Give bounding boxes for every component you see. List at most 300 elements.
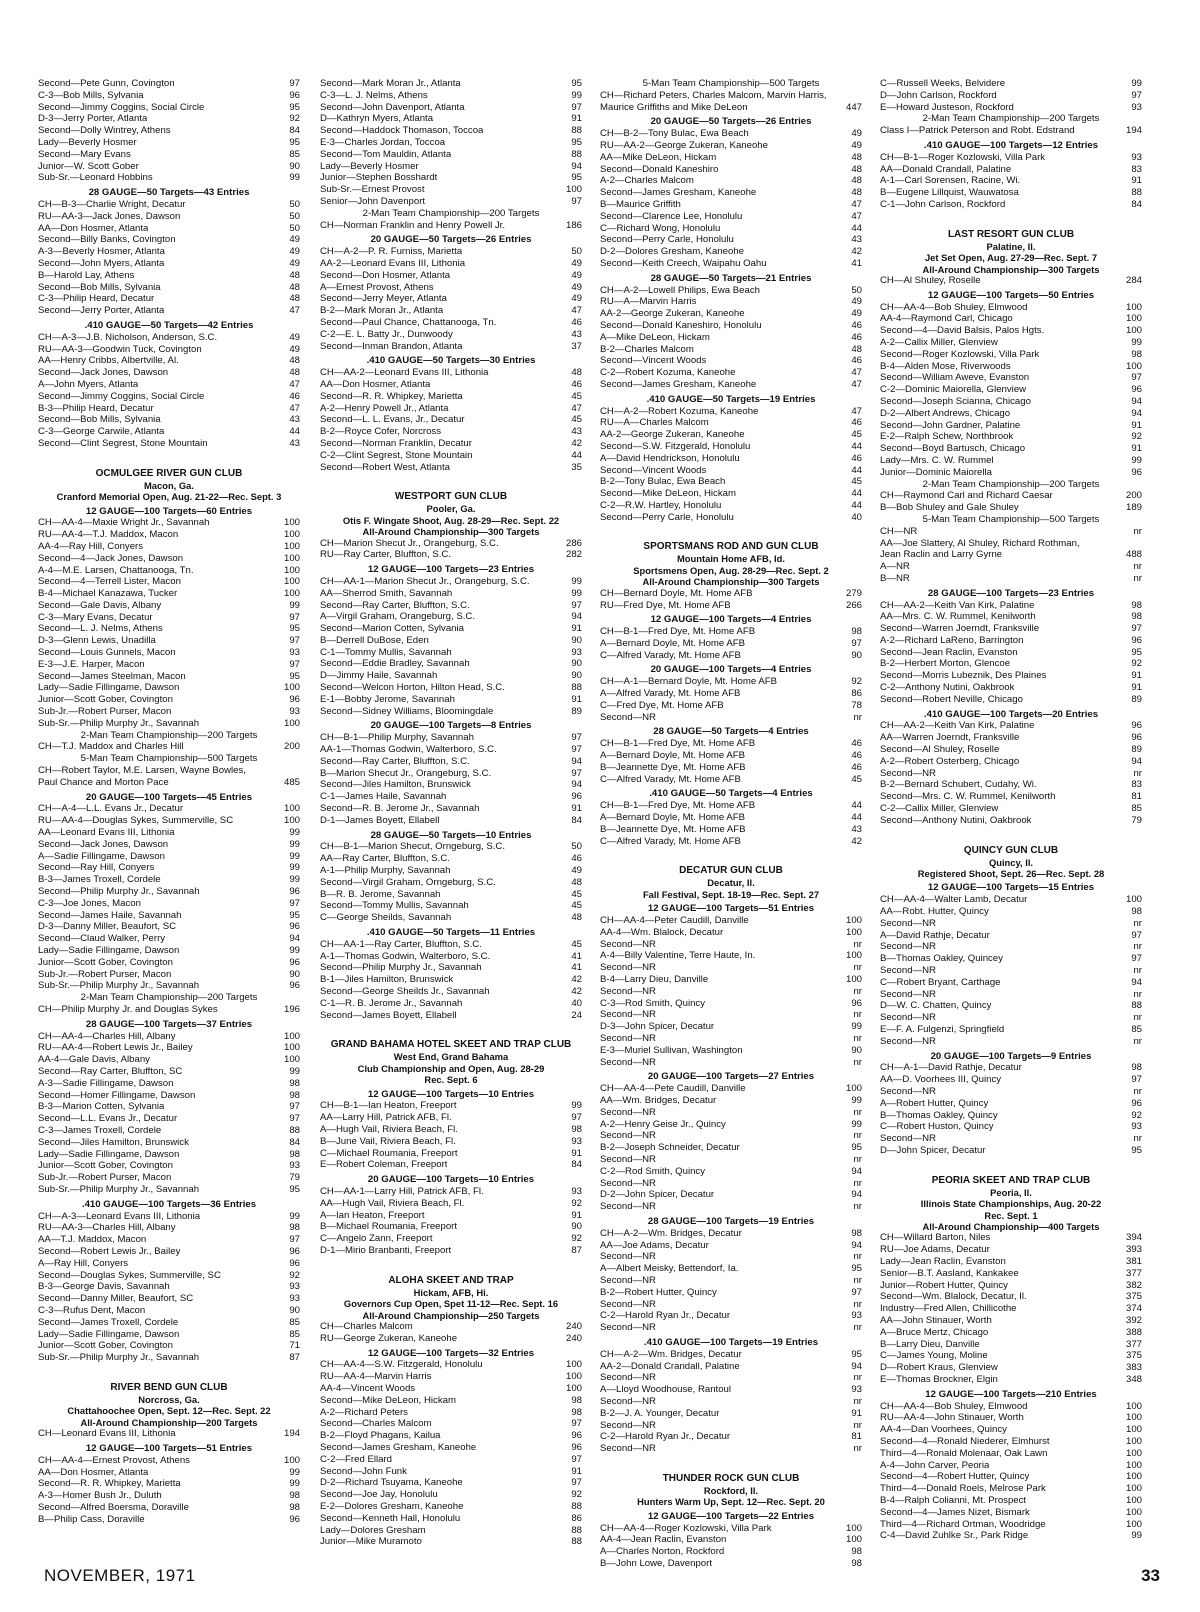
result-entry [38,980,300,992]
score: 96 [289,694,300,706]
score: 279 [845,587,862,599]
result-entry [320,1112,582,1124]
result-entry [320,90,582,102]
score: 45 [571,900,582,912]
shooter-name: Second—Jack Jones, Dawson [38,838,169,850]
shooter-name: A-3—Beverly Hosmer, Atlanta [38,246,165,258]
event-heading: 28 GAUGE—100 Targets—37 Entries [85,1018,253,1030]
event-info: All-Around Championship—400 Targets [922,1221,1100,1232]
result-entry [38,718,300,730]
shooter-name: CH—Richard Peters, Charles Malcom, Marvin Harris, [600,89,827,101]
score: 95 [289,670,300,682]
shooter-name: A—Virgil Graham, Orangeburg, S.C. [320,611,475,623]
result-entry [600,1189,862,1201]
result-entry [600,1154,862,1166]
shooter-name: Second—R. R. Whipkey, Marietta [320,390,463,402]
score: 186 [565,219,582,231]
score: 50 [289,198,300,210]
shooter-name: B—Harold Lay, Athens [38,269,135,281]
result-entry [600,187,862,199]
score: 46 [289,390,300,402]
result-entry [320,682,582,694]
result-entry [880,455,1142,467]
result-entry [320,438,582,450]
score: 98 [571,1406,582,1418]
result-entry [38,765,300,777]
score: 44 [851,488,862,500]
score: 94 [851,1360,862,1372]
shooter-name: AA—Larry Hill, Patrick AFB, Fl. [320,1112,452,1124]
shooter-name: A—Bernard Doyle, Mt. Home AFB [600,637,746,649]
score: 99 [1131,336,1142,348]
result-entry [880,573,1142,585]
shooter-name: A—Bruce Mertz, Chicago [880,1326,989,1338]
shooter-name: D-2—John Spicer, Decatur [600,1189,715,1201]
score: 49 [289,343,300,355]
shooter-name: Second—Jiles Hamilton, Brunswick [38,1136,189,1148]
score: 100 [283,529,300,541]
score: nr [1133,767,1142,779]
result-entry [880,152,1142,164]
result-entry [880,744,1142,756]
shooter-name: Second—Jack Jones, Dawson [38,367,169,379]
club-heading: THUNDER ROCK GUN CLUB [662,1472,800,1484]
score: 49 [571,865,582,877]
score: 83 [1131,779,1142,791]
shooter-name: CH—AA-4—Walter Lamb, Decatur [880,894,1028,906]
score: 97 [1131,1074,1142,1086]
result-entry [38,1125,300,1137]
event-info: Macon, Ga. [143,479,194,491]
result-entry [320,865,582,877]
result-entry [38,612,300,624]
shooter-name: AA—Leonard Evans III, Lithonia [38,827,175,839]
shooter-name: RU—George Zukeran, Kaneohe [320,1332,458,1344]
score: 99 [289,1466,300,1478]
shooter-name: C-1—R. B. Jerome Jr., Savannah [320,997,463,1009]
shooter-name: E-3—J.E. Harper, Macon [38,658,145,670]
shooter-name: RU—AA-2—George Zukeran, Kaneohe [600,139,768,151]
shooter-name: AA-2—George Zukeran, Kaneohe [600,308,745,320]
result-entry [38,1502,300,1514]
score: nr [1133,1133,1142,1145]
shooter-name: Third—4—Richard Ortman, Woodridge [880,1518,1046,1530]
result-entry [600,1045,862,1057]
result-entry [38,1246,300,1258]
score: 383 [1125,1362,1142,1374]
score: nr [853,1130,862,1142]
result-entry [880,1121,1142,1133]
result-entry [38,886,300,898]
score: 98 [289,1490,300,1502]
result-entry [320,803,582,815]
shooter-name: CH—Al Shuley, Roselle [880,274,981,286]
shooter-name: Second—Perry Carle, Honolulu [600,511,734,523]
result-entry [600,1349,862,1361]
result-entry [880,1339,1142,1351]
score: 94 [1131,407,1142,419]
shooter-name: Second—NR [600,1130,656,1142]
event-info: Peoria, Il. [990,1186,1032,1198]
shooter-name: Second—Haddock Thomason, Toccoa [320,125,484,137]
score: nr [853,1201,862,1213]
result-entry [880,502,1142,514]
shooter-name: Second—NR [600,1033,656,1045]
result-entry [38,234,300,246]
score: 48 [289,355,300,367]
score: 88 [571,1536,582,1548]
event-heading: 12 GAUGE—100 Targets—51 Entries [85,1442,253,1454]
score: 99 [289,945,300,956]
shooter-name: RU—A—Marvin Harris [600,296,697,308]
score: 40 [851,511,862,523]
shooter-name: CH—B-3—Charlie Wright, Decatur [38,198,186,210]
shooter-name: Second—NR [600,1322,656,1334]
shooter-name: E-2—Ralph Schew, Northbrook [880,431,1014,443]
result-entry [880,1519,1142,1531]
shooter-name: B—June Vail, Riviera Beach, Fl. [320,1135,456,1147]
score: 44 [289,426,300,438]
result-entry [600,512,862,524]
result-entry [38,1066,300,1078]
result-entry [880,361,1142,373]
score: 97 [571,1477,582,1489]
event-heading: 28 GAUGE—100 Targets—19 Entries [647,1215,815,1227]
result-entry [880,1315,1142,1327]
shooter-name: A—Alfred Varady, Mt. Home AFB [600,688,741,700]
shooter-name: Second—Jiles Hamilton, Brunswick [320,779,471,791]
score: 96 [1131,720,1142,732]
result-entry [600,800,862,812]
result-entry [320,779,582,791]
score: 49 [851,139,862,151]
score: 46 [571,316,582,328]
score: 49 [571,257,582,269]
result-entry [320,113,582,125]
event-heading: 12 GAUGE—100 Targets—32 Entries [367,1347,535,1359]
shooter-name: Second—Billy Banks, Covington [38,234,176,246]
shooter-name: AA—Joe Adams, Decatur [600,1239,709,1251]
score: 94 [571,779,582,791]
result-entry [38,293,300,305]
result-entry [600,211,862,223]
score: 48 [289,293,300,305]
shooter-name: B-4—Alden Mose, Riverwoods [880,360,1011,372]
result-entry [880,670,1142,682]
score: 93 [1131,1121,1142,1133]
score: 47 [851,210,862,222]
score: 100 [283,1042,300,1054]
shooter-name: AA—Wm. Bridges, Decatur [600,1095,717,1106]
shooter-name: Second—Alfred Boersma, Doraville [38,1501,189,1513]
result-entry [600,246,862,258]
score: 200 [283,741,300,753]
page-number: 33 [1141,1566,1160,1585]
shooter-name: Second—Douglas Sykes, Summerville, SC [38,1269,221,1281]
result-entry [600,600,862,612]
shooter-name: A—Albert Meisky, Bettendorf, Ia. [600,1263,739,1275]
result-entry [880,431,1142,443]
shooter-name: AA-4—Raymond Carl, Chicago [880,313,1013,325]
shooter-name: Second—NR [880,767,936,779]
result-entry [600,1251,862,1263]
result-entry [38,1160,300,1172]
score: 93 [289,1281,300,1293]
result-entry [320,877,582,889]
shooter-name: E—Thomas Brockner, Elgin [880,1373,998,1385]
result-entry [38,137,300,149]
score: 43 [851,823,862,835]
result-entry [600,1107,862,1119]
result-entry [600,453,862,465]
result-entry [320,939,582,951]
result-entry [880,682,1142,694]
shooter-name: B-3—Marion Cotten, Sylvania [38,1101,165,1113]
result-entry [38,1478,300,1490]
shooter-name: Second—NR [600,1372,656,1384]
score: 43 [289,437,300,449]
result-entry [320,1395,582,1407]
score: 49 [289,257,300,269]
shooter-name: Second—Donald Kaneshiro [600,163,719,175]
shooter-name: Second—Bob Mills, Sylvania [38,281,161,293]
result-entry [880,1000,1142,1012]
shooter-name: AA—Donald Crandall, Palatine [880,163,1012,175]
result-entry [320,329,582,341]
shooter-name: Second—NR [600,1201,656,1213]
result-entry [38,305,300,317]
result-entry [320,125,582,137]
result-entry [320,270,582,282]
score: 46 [851,417,862,429]
result-entry [600,676,862,688]
team-event-heading: 2-Man Team Championship—200 Targets [362,207,540,219]
result-entry [600,1095,862,1107]
result-entry [38,438,300,450]
result-entry [880,791,1142,803]
result-entry [880,90,1142,102]
score: 100 [565,1382,582,1394]
score: 100 [1125,1471,1142,1483]
shooter-name: Lady—Dolores Gresham [320,1524,426,1536]
score: 99 [289,850,300,862]
issue-date: NOVEMBER, 1971 [44,1566,196,1585]
score: nr [1133,917,1142,929]
result-entry [880,918,1142,930]
shooter-name: Lady—Mrs. C. W. Rummel [880,454,994,466]
shooter-name: A—Sadie Fillingame, Dawson [38,850,165,862]
shooter-name: E-3—Muriel Sullivan, Washington [600,1044,743,1056]
shooter-name: Second—NR [600,711,656,723]
score: 90 [289,1304,300,1316]
result-entry [38,161,300,173]
shooter-name: Second—Philip Murphy Jr., Savannah [320,962,482,974]
event-heading: 20 GAUGE—100 Targets—45 Entries [85,791,253,803]
result-entry [38,706,300,718]
result-entry [38,1078,300,1090]
shooter-name: Second—Perry Carle, Honolulu [600,234,734,246]
result-entry [600,626,862,638]
shooter-name: AA-2—George Zukeran, Kaneohe [600,429,745,441]
result-entry [600,1263,862,1275]
score: 91 [1131,443,1142,455]
score: 100 [1125,301,1142,313]
score: 50 [289,210,300,222]
result-entry [880,1460,1142,1472]
shooter-name: AA-4—Ray Hill, Conyers [38,540,144,552]
score: nr [853,1322,862,1334]
shooter-name: D-2—Dolores Gresham, Kaneohe [600,246,744,258]
shooter-name: B—John Lowe, Davenport [600,1557,712,1569]
result-entry [320,1186,582,1198]
event-heading: 12 GAUGE—100 Targets—10 Entries [367,1088,535,1100]
shooter-name: Second—NR [600,1298,656,1310]
shooter-name: Sub-Sr.—Philip Murphy Jr., Savannah [38,1183,200,1195]
club-heading: PEORIA SKEET AND TRAP CLUB [931,1174,1091,1186]
result-entry [320,414,582,426]
score: 94 [851,1239,862,1251]
shooter-name: Second—NR [600,1419,656,1431]
result-entry [880,720,1142,732]
shooter-name: A-4—M.E. Larsen, Chattanooga, Tn. [38,564,194,576]
result-entry [600,441,862,453]
result-entry [880,313,1142,325]
shooter-name: AA-2—Donald Crandall, Palatine [600,1360,740,1372]
shooter-name: CH—Philip Murphy Jr. and Douglas Sykes [38,1003,218,1015]
shooter-name: C-4—David Zuhlke Sr., Park Ridge [880,1530,1029,1542]
shooter-name: B—Thomas Oakley, Quincey [880,953,1003,965]
event-info: Hunters Warm Up, Sept. 12—Rec. Sept. 20 [637,1496,825,1508]
result-entry [38,839,300,851]
event-heading: 28 GAUGE—50 Targets—10 Entries [370,829,532,841]
score: 382 [1125,1279,1142,1291]
score: 100 [283,588,300,600]
shooter-name: A—David Hendrickson, Honolulu [600,452,740,464]
score: 35 [571,461,582,473]
team-event-heading: 5-Man Team Championship—500 Targets [922,513,1100,525]
result-entry [38,682,300,694]
score: 86 [571,1512,582,1524]
score: 95 [289,623,300,635]
shooter-name: RU—AA-3—Jack Jones, Dawson [38,210,181,222]
shooter-name: Sub-Sr.—Philip Murphy Jr., Savannah [38,980,200,992]
shooter-name: Second—NR [880,941,936,953]
shooter-name: Second—Gale Davis, Albany [38,599,162,611]
shooter-name: E—Robert Coleman, Freeport [320,1159,448,1171]
score: 91 [571,1465,582,1477]
result-entry [600,379,862,391]
result-entry [320,1383,582,1395]
score: 47 [851,367,862,379]
score: 91 [1131,670,1142,682]
score: 49 [851,296,862,308]
shooter-name: B-2—J. A. Younger, Decatur [600,1407,720,1419]
shooter-name: B-2—Mark Moran Jr., Atlanta [320,305,444,317]
score: 92 [289,1269,300,1281]
shooter-name: CH—AA-4—Pete Caudill, Danville [600,1083,746,1095]
shooter-name: D—Kathryn Myers, Atlanta [320,113,434,125]
score: 84 [571,814,582,826]
shooter-name: E—Howard Justeson, Rockford [880,101,1014,113]
shooter-name: CH—A-4—L.L. Evans Jr., Decatur [38,803,184,815]
shooter-name: A—Ian Heaton, Freeport [320,1209,425,1221]
shooter-name: Second—John Gardner, Palatine [880,419,1021,431]
score: 45 [571,390,582,402]
score: 96 [1131,466,1142,478]
shooter-name: CH—AA-4—Bob Shuley, Elmwood [880,1400,1028,1412]
score: 37 [571,340,582,352]
score: 95 [289,1183,300,1195]
score: 88 [1131,187,1142,199]
shooter-name: C—Robert Huston, Quincy [880,1121,994,1133]
result-entry [38,1101,300,1113]
shooter-name: D-3—Glenn Lewis, Unadilla [38,635,156,647]
score: 100 [283,517,300,529]
shooter-name: D-1—James Boyett, Ellabell [320,814,440,826]
result-entry [320,1221,582,1233]
result-entry [600,465,862,477]
score: 91 [571,1147,582,1159]
shooter-name: AA—John Stinauer, Worth [880,1314,992,1326]
result-entry [600,1310,862,1322]
result-entry [880,561,1142,573]
result-entry [880,408,1142,420]
result-entry [38,600,300,612]
result-entry [600,1420,862,1432]
shooter-name: Second—NR [880,1035,936,1047]
score: nr [853,1251,862,1263]
score: 99 [289,874,300,886]
shooter-name: Second—Mike DeLeon, Hickam [320,1394,456,1406]
result-entry [600,1119,862,1131]
shooter-name: RU—A—Charles Malcom [600,417,709,429]
result-entry [600,1166,862,1178]
shooter-name: Second—Claud Walker, Perry [38,933,166,945]
shooter-name: Third—4—Ronald Molenaar, Oak Lawn [880,1447,1048,1459]
score: 90 [571,1221,582,1233]
event-heading: .410 GAUGE—50 Targets—11 Entries [366,927,536,939]
shooter-name: B-2—Charles Malcom [600,343,694,355]
score: 100 [1125,360,1142,372]
shooter-name: Second—4—Jack Jones, Dawson [38,552,184,564]
result-entry [600,488,862,500]
shooter-name: AA—Mrs. C. W. Rummel, Kenilworth [880,611,1036,623]
shooter-name: RU—Ray Carter, Bluffton, S.C. [320,549,451,561]
score: 48 [851,175,862,187]
result-entry [600,234,862,246]
shooter-name: B—Larry Dieu, Danville [880,1338,980,1350]
result-entry [600,836,862,848]
score: 91 [571,803,582,815]
shooter-name: CH—AA-4—Charles Hill, Albany [38,1030,176,1042]
score: nr [853,938,862,950]
event-heading: 12 GAUGE—100 Targets—15 Entries [927,882,1095,894]
shooter-name: B-2—Joseph Schneider, Decatur [600,1142,740,1154]
result-entry [600,476,862,488]
result-entry [320,1010,582,1022]
event-info: Rec. Sept. 6 [424,1074,478,1086]
result-entry [320,1148,582,1160]
shooter-name: Second—Vincent Woods [600,355,707,367]
score: 47 [571,402,582,414]
result-entry [880,1232,1142,1244]
result-entry [38,344,300,356]
event-info: Hickam, AFB, Hi. [413,1286,489,1298]
score: 99 [571,575,582,587]
score: 45 [851,476,862,488]
result-entry [320,1159,582,1171]
event-heading: 12 GAUGE—100 Targets—4 Entries [650,614,812,626]
